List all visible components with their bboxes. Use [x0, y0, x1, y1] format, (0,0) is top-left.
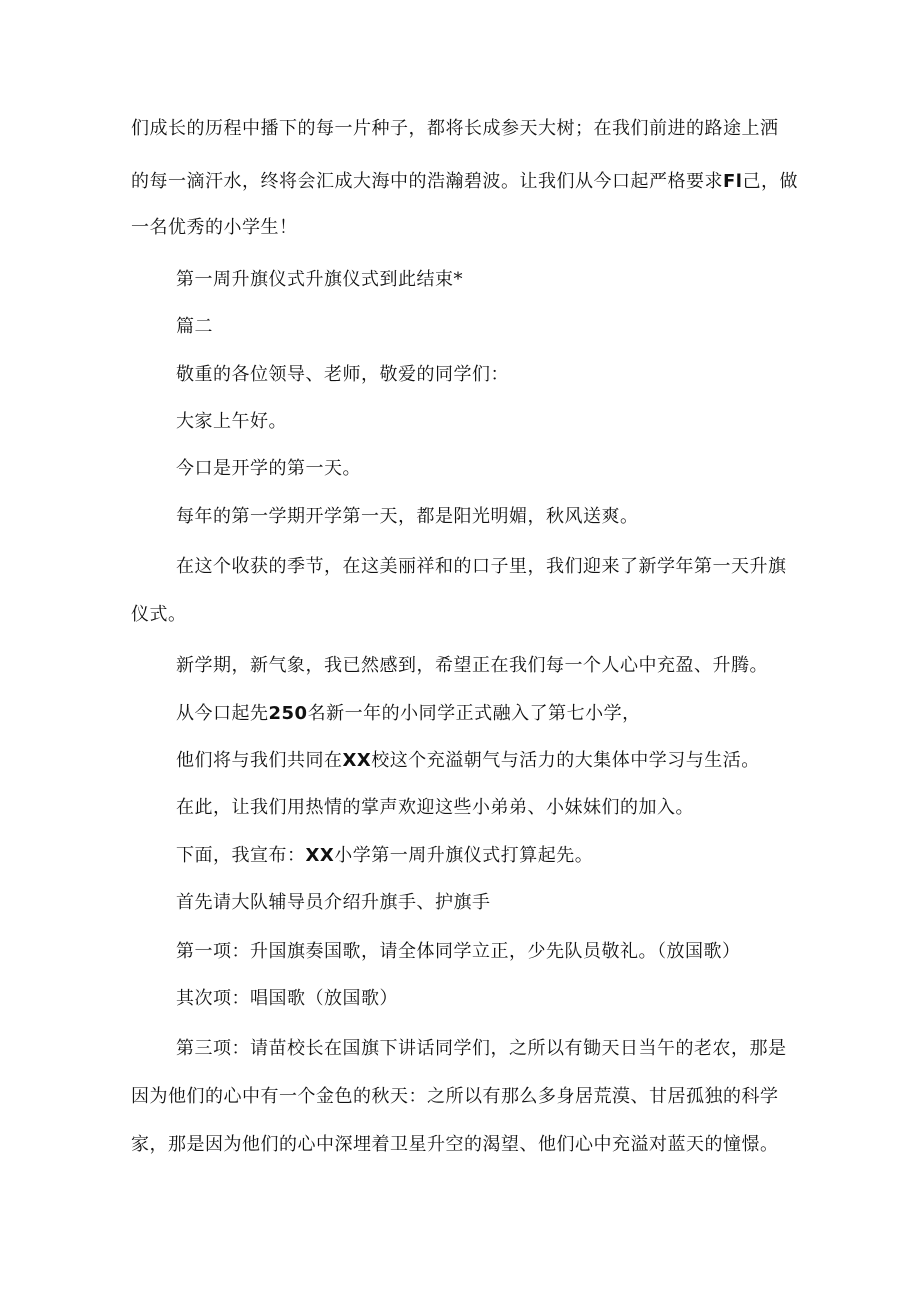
text-span: 小学第一周升旗仪式打算起先。 [334, 845, 594, 866]
text-span: 名新一年的小同学正式融入了第七小学， [307, 703, 641, 724]
section-title: 篇二 [176, 316, 213, 337]
text-span: 从今口起先 [176, 703, 269, 724]
text-line: 们成长的历程中播下的每一片种子，都将长成参天大树；在我们前进的路途上洒 [131, 118, 779, 139]
salutation: 敬重的各位领导、老师，敬爱的同学们： [176, 364, 509, 385]
bold-text-span: XX [305, 845, 335, 866]
paragraph-continuation: 家，那是因为他们的心中深埋着卫星升空的渴望、他们心中充溢对蓝天的憧憬。 [131, 1134, 779, 1155]
program-item: 其次项：唱国歌（放国歌） [176, 988, 398, 1009]
paragraph: 首先请大队辅导员介绍升旗手、护旗手 [176, 892, 491, 913]
paragraph: 今口是开学的第一天。 [176, 458, 361, 479]
program-item: 第三项：请苗校长在国旗下讲话同学们，之所以有锄天日当午的老农，那是 [176, 1038, 787, 1059]
paragraph-continuation: 仪式。 [131, 604, 187, 625]
bold-text-span: XX [342, 750, 372, 771]
closing-line: 第一周升旗仪式升旗仪式到此结束* [176, 269, 463, 290]
paragraph: 在此，让我们用热情的掌声欢迎这些小弟弟、小妹妹们的加入。 [176, 797, 694, 818]
text-line [131, 170, 798, 194]
text-span: 下面，我宣布： [176, 845, 306, 866]
paragraph [176, 749, 760, 773]
text-span: 的每一滴汗水，终将会汇成大海中的浩瀚碧波。让我们从今口起严格要求 [131, 171, 723, 192]
text-line: 一名优秀的小学生！ [131, 217, 298, 238]
greeting: 大家上午好。 [176, 411, 287, 432]
paragraph: 新学期，新气象，我已然感到，希望正在我们每一个人心中充盈、升腾。 [176, 655, 768, 676]
program-item: 第一项：升国旗奏国歌，请全体同学立正，少先队员敬礼。（放国歌） [176, 941, 741, 962]
text-span: 校这个充溢朝气与活力的大集体中学习与生活。 [371, 750, 760, 771]
paragraph: 每年的第一学期开学第一天，都是阳光明媚，秋风送爽。 [176, 506, 639, 527]
paragraph [176, 844, 593, 868]
text-span: 他们将与我们共同在 [176, 750, 343, 771]
bold-text-span: 250 [268, 703, 308, 724]
paragraph-continuation: 因为他们的心中有一个金色的秋天：之所以有那么多身居荒漠、甘居孤独的科学 [131, 1086, 779, 1107]
paragraph [176, 702, 641, 726]
bold-text-span: Fl [723, 171, 743, 192]
paragraph: 在这个收获的季节，在这美丽祥和的口子里，我们迎来了新学年第一天升旗 [176, 556, 787, 577]
text-span: 己，做 [742, 171, 798, 192]
